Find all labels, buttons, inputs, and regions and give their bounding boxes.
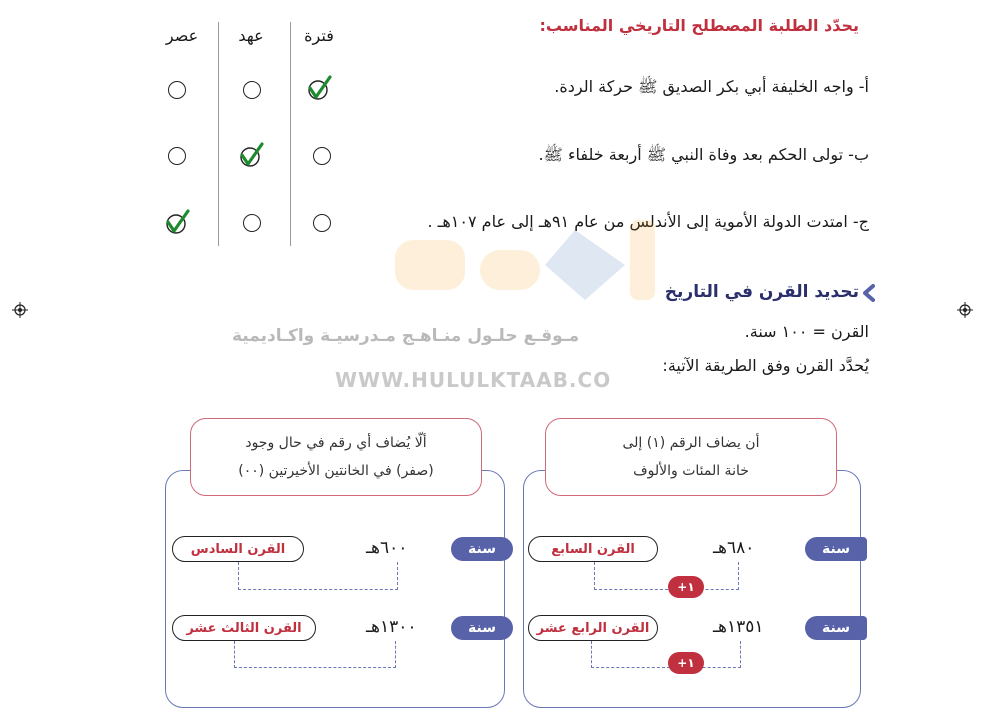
year-tag: سنة xyxy=(805,616,867,640)
watermark-text-url: WWW.HULULKTAAB.CO xyxy=(335,368,612,392)
radio-option[interactable] xyxy=(243,81,261,99)
plus-one-badge: +١ xyxy=(668,576,704,598)
century-result: القرن الثالث عشر xyxy=(172,615,316,641)
dashed-connector xyxy=(234,641,396,668)
column-divider xyxy=(218,22,219,246)
question-row-b: ب- تولى الحكم بعد وفاة النبي ﷺ أربعة خلفاء ﷺ. xyxy=(538,145,869,164)
century-result: القرن السادس xyxy=(172,536,304,562)
century-result: القرن السابع xyxy=(528,536,658,562)
right-rule-header xyxy=(545,418,837,496)
year-value: ٦٨٠هـ xyxy=(713,538,755,558)
section-line-2: يُحدَّد القرن وفق الطريقة الآتية: xyxy=(662,356,869,375)
column-header-reign: عهد xyxy=(238,26,264,45)
column-divider xyxy=(290,22,291,246)
left-rule-line-1: ألّا يُضاف أي رقم في حال وجود xyxy=(245,435,427,451)
century-result: القرن الرابع عشر xyxy=(528,615,658,641)
year-value: ١٣٥١هـ xyxy=(713,617,764,637)
registration-mark-icon xyxy=(957,302,973,318)
right-rule-line-1: أن يضاف الرقم (١) إلى xyxy=(622,435,760,451)
section-title: تحديد القرن في التاريخ xyxy=(664,282,859,302)
question-row-c: ج- امتدت الدولة الأموية إلى الأندلس من عام ٩١هـ إلى عام ١٠٧هـ . xyxy=(427,212,869,231)
left-rule-line-2: (صفر) في الخانتين الأخيرتين (٠٠) xyxy=(238,463,434,479)
dashed-connector xyxy=(591,641,741,668)
section-chevron-icon xyxy=(861,284,875,302)
checked-option-icon[interactable] xyxy=(237,141,265,169)
dashed-connector xyxy=(238,562,398,590)
checked-option-icon[interactable] xyxy=(305,74,333,102)
right-rule-line-2: خانة المئات والألوف xyxy=(633,463,749,479)
radio-option[interactable] xyxy=(313,214,331,232)
year-tag: سنة xyxy=(805,537,867,561)
question-title: يحدّد الطلبة المصطلح التاريخي المناسب: xyxy=(539,16,859,35)
section-line-1: القرن = ١٠٠ سنة. xyxy=(744,322,869,341)
checked-option-icon[interactable] xyxy=(163,208,191,236)
column-header-period: فترة xyxy=(304,26,334,45)
watermark-logo xyxy=(385,210,685,310)
radio-option[interactable] xyxy=(168,81,186,99)
plus-one-badge: +١ xyxy=(668,652,704,674)
registration-mark-icon xyxy=(12,302,28,318)
dashed-connector xyxy=(594,562,739,590)
radio-option[interactable] xyxy=(313,147,331,165)
year-tag: سنة xyxy=(451,616,513,640)
year-value: ١٣٠٠هـ xyxy=(366,617,417,637)
watermark-text-arabic: مـوقـع حلـول منـاهـج مـدرسيـة واكـاديمية xyxy=(232,326,580,346)
year-value: ٦٠٠هـ xyxy=(366,538,408,558)
radio-option[interactable] xyxy=(243,214,261,232)
year-tag: سنة xyxy=(451,537,513,561)
question-row-a: أ- واجه الخليفة أبي بكر الصديق ﷺ حركة الردة. xyxy=(554,77,869,96)
column-header-era: عصر xyxy=(165,26,199,45)
radio-option[interactable] xyxy=(168,147,186,165)
left-rule-header xyxy=(190,418,482,496)
